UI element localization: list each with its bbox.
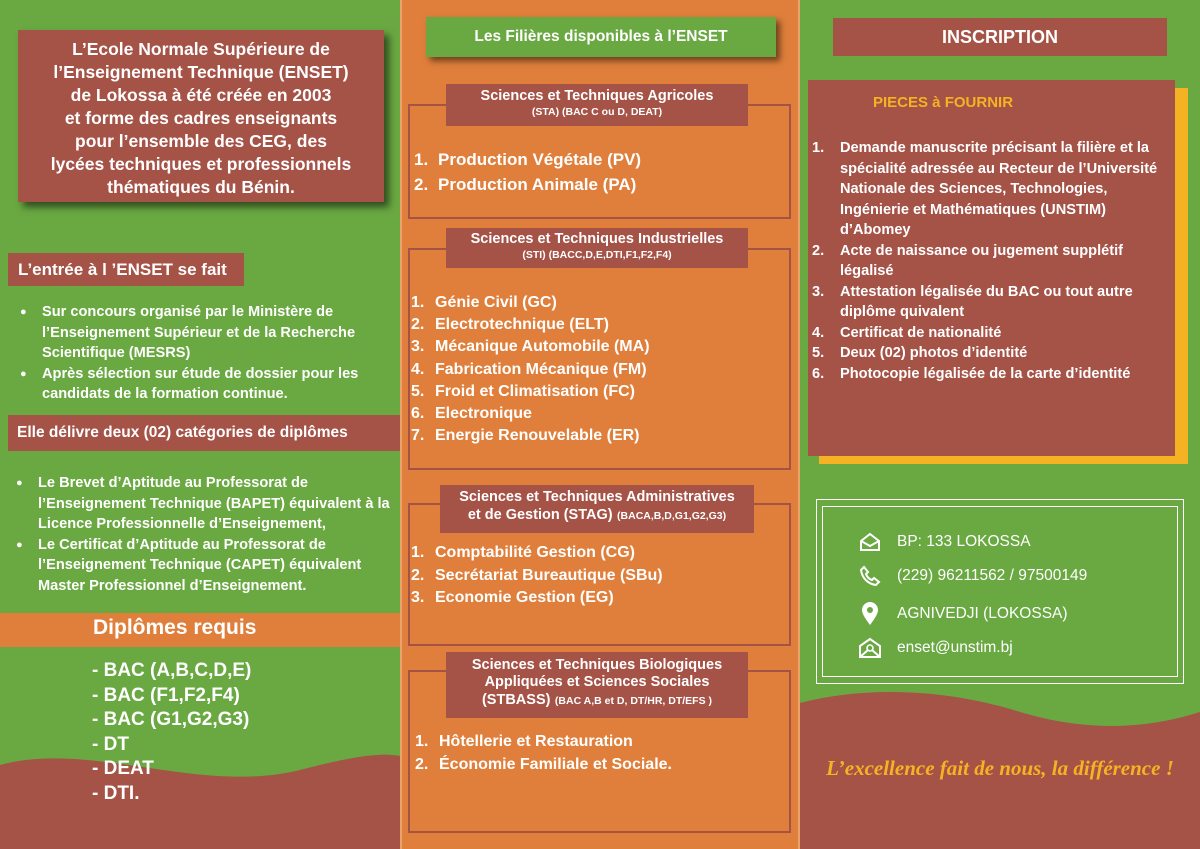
intro-line: pour l’ensemble des CEG, des: [75, 131, 327, 151]
left-panel: [0, 0, 400, 849]
section-stbass-programs: [415, 731, 672, 776]
program-item: 2. Secrétariat Bureautique (SBu): [411, 566, 663, 584]
entree-item: ● Sur concours organisé par le Ministère de l’Enseignement Supérieur et de la Recherche Scientifique (MESRS): [20, 302, 390, 364]
intro-line: de Lokossa à été créée en 2003: [70, 85, 332, 105]
entree-title: L’entrée à l ’ENSET se fait: [8, 253, 244, 286]
diplome-item: ● Le Certificat d’Aptitude au Professorat de l’Enseignement Technique (CAPET) équivalent Master Professionnel d’Enseignement.: [16, 535, 396, 597]
contact-email-text: enset@unstim.bj: [897, 639, 1013, 656]
right-panel: [800, 0, 1200, 849]
intro-box: [18, 30, 384, 202]
contact-phone-text: (229) 96211562 / 97500149: [897, 567, 1088, 584]
section-sta-title: [446, 84, 748, 126]
section-title: Sciences et Techniques Administratives: [459, 489, 735, 505]
phone-icon: [858, 564, 882, 588]
section-title: Appliquées et Sciences Sociales: [484, 674, 710, 690]
program-item: 1. Hôtellerie et Restauration: [415, 733, 633, 750]
email-icon: [858, 636, 882, 660]
requis-list: [92, 659, 251, 806]
requis-item: - DEAT: [92, 758, 154, 779]
section-stag-title: [440, 485, 754, 533]
mailbox-icon: [858, 530, 882, 554]
pieces-title: PIECES à FOURNIR: [873, 94, 1014, 111]
section-title-line3: (STBASS) (BAC A,B et D, DT/HR, DT/EFS ): [481, 692, 713, 708]
requis-item: - DT: [92, 733, 129, 755]
contact-phone: [858, 564, 1087, 588]
piece-item: 1. Demande manuscrite précisant la filière et la spécialité adressée au Recteur de l’Université Nationale des Sciences, Technologies, Ingénierie et Mathématiques (UNSTIM) d’Abomey: [812, 140, 1158, 238]
entree-list: [20, 302, 390, 405]
program-item: 3. Economie Gestion (EG): [411, 589, 614, 606]
program-item: 4. Fabrication Mécanique (FM): [411, 360, 647, 378]
program-item: 2. Electrotechnique (ELT): [411, 316, 609, 334]
program-item: 7. Energie Renouvelable (ER): [411, 427, 640, 445]
section-title: Sciences et Techniques Industrielles: [470, 231, 724, 247]
piece-item: 5. Deux (02) photos d’identité: [812, 345, 1028, 361]
diplome-item: ● Le Brevet d’Aptitude au Professorat de l’Enseignement Technique (BAPET) équivalent à la Licence Professionnelle d’Enseignement,: [16, 473, 396, 535]
program-item: 2. Économie Familiale et Sociale.: [415, 755, 672, 773]
middle-panel: [400, 0, 800, 849]
section-sti-programs: [411, 292, 650, 447]
diplomes-title: Elle délivre deux (02) catégories de diplômes: [8, 415, 400, 451]
inscription-title: INSCRIPTION: [833, 18, 1167, 56]
contact-bp-text: BP: 133 LOKOSSA: [897, 533, 1031, 550]
location-pin-icon: [858, 602, 882, 626]
program-item: 6. Electronique: [411, 405, 532, 423]
program-item: 1. Production Végétale (PV): [414, 150, 642, 169]
requis-item: - BAC (A,B,C,D,E): [92, 660, 252, 681]
program-item: 2. Production Animale (PA): [414, 174, 637, 194]
piece-item: 3. Attestation légalisée du BAC ou tout autre diplôme quivalent: [812, 283, 1133, 320]
intro-line: l’Enseignement Technique (ENSET): [53, 62, 349, 82]
intro-line: thématiques du Bénin.: [107, 177, 295, 197]
contact-address: [858, 602, 1068, 626]
piece-item: 6. Photocopie légalisée de la carte d’identité: [812, 365, 1131, 382]
section-title: Sciences et Techniques Agricoles: [480, 88, 714, 104]
requis-item: - DTI.: [92, 782, 140, 804]
section-stag-programs: [411, 542, 663, 610]
program-item: 5. Froid et Climatisation (FC): [411, 382, 635, 400]
entree-item: ● Après sélection sur étude de dossier pour les candidats de la formation continue.: [20, 364, 390, 405]
section-title-line2: et de Gestion (STAG) (BACA,B,D,G1,G2,G3): [467, 507, 727, 523]
requis-title: Diplômes requis: [93, 616, 257, 639]
filieres-header: Les Filières disponibles à l’ENSET: [426, 17, 776, 57]
section-sta-programs: [414, 148, 641, 197]
intro-line: lycées techniques et professionnels: [50, 154, 352, 174]
pieces-list: [812, 138, 1172, 384]
piece-item: 2. Acte de naissance ou jugement supplétif légalisé: [812, 242, 1124, 279]
program-item: 1. Génie Civil (GC): [411, 294, 557, 311]
slogan: L’excellence fait de nous, la différence !: [826, 756, 1174, 780]
diplomes-list: [16, 473, 396, 596]
intro-line: L’Ecole Normale Supérieure de: [72, 39, 330, 59]
program-item: 1. Comptabilité Gestion (CG): [411, 544, 635, 561]
section-sti-title: [446, 228, 748, 268]
contact-bp: [858, 530, 1031, 554]
section-title: Sciences et Techniques Biologiques: [471, 657, 723, 673]
section-subtitle: (STI) (BACC,D,E,DTI,F1,F2,F4): [522, 249, 672, 261]
contact-address-text: AGNIVEDJI (LOKOSSA): [897, 605, 1068, 622]
intro-line: et forme des cadres enseignants: [64, 108, 338, 128]
requis-item: - BAC (G1,G2,G3): [92, 709, 250, 730]
piece-item: 4. Certificat de nationalité: [812, 324, 1002, 341]
program-item: 3. Mécanique Automobile (MA): [411, 338, 650, 356]
requis-item: - BAC (F1,F2,F4): [92, 684, 240, 706]
section-stbass-title: [446, 652, 748, 718]
contact-email: [858, 636, 1013, 660]
section-subtitle: (STA) (BAC C ou D, DEAT): [531, 106, 663, 118]
